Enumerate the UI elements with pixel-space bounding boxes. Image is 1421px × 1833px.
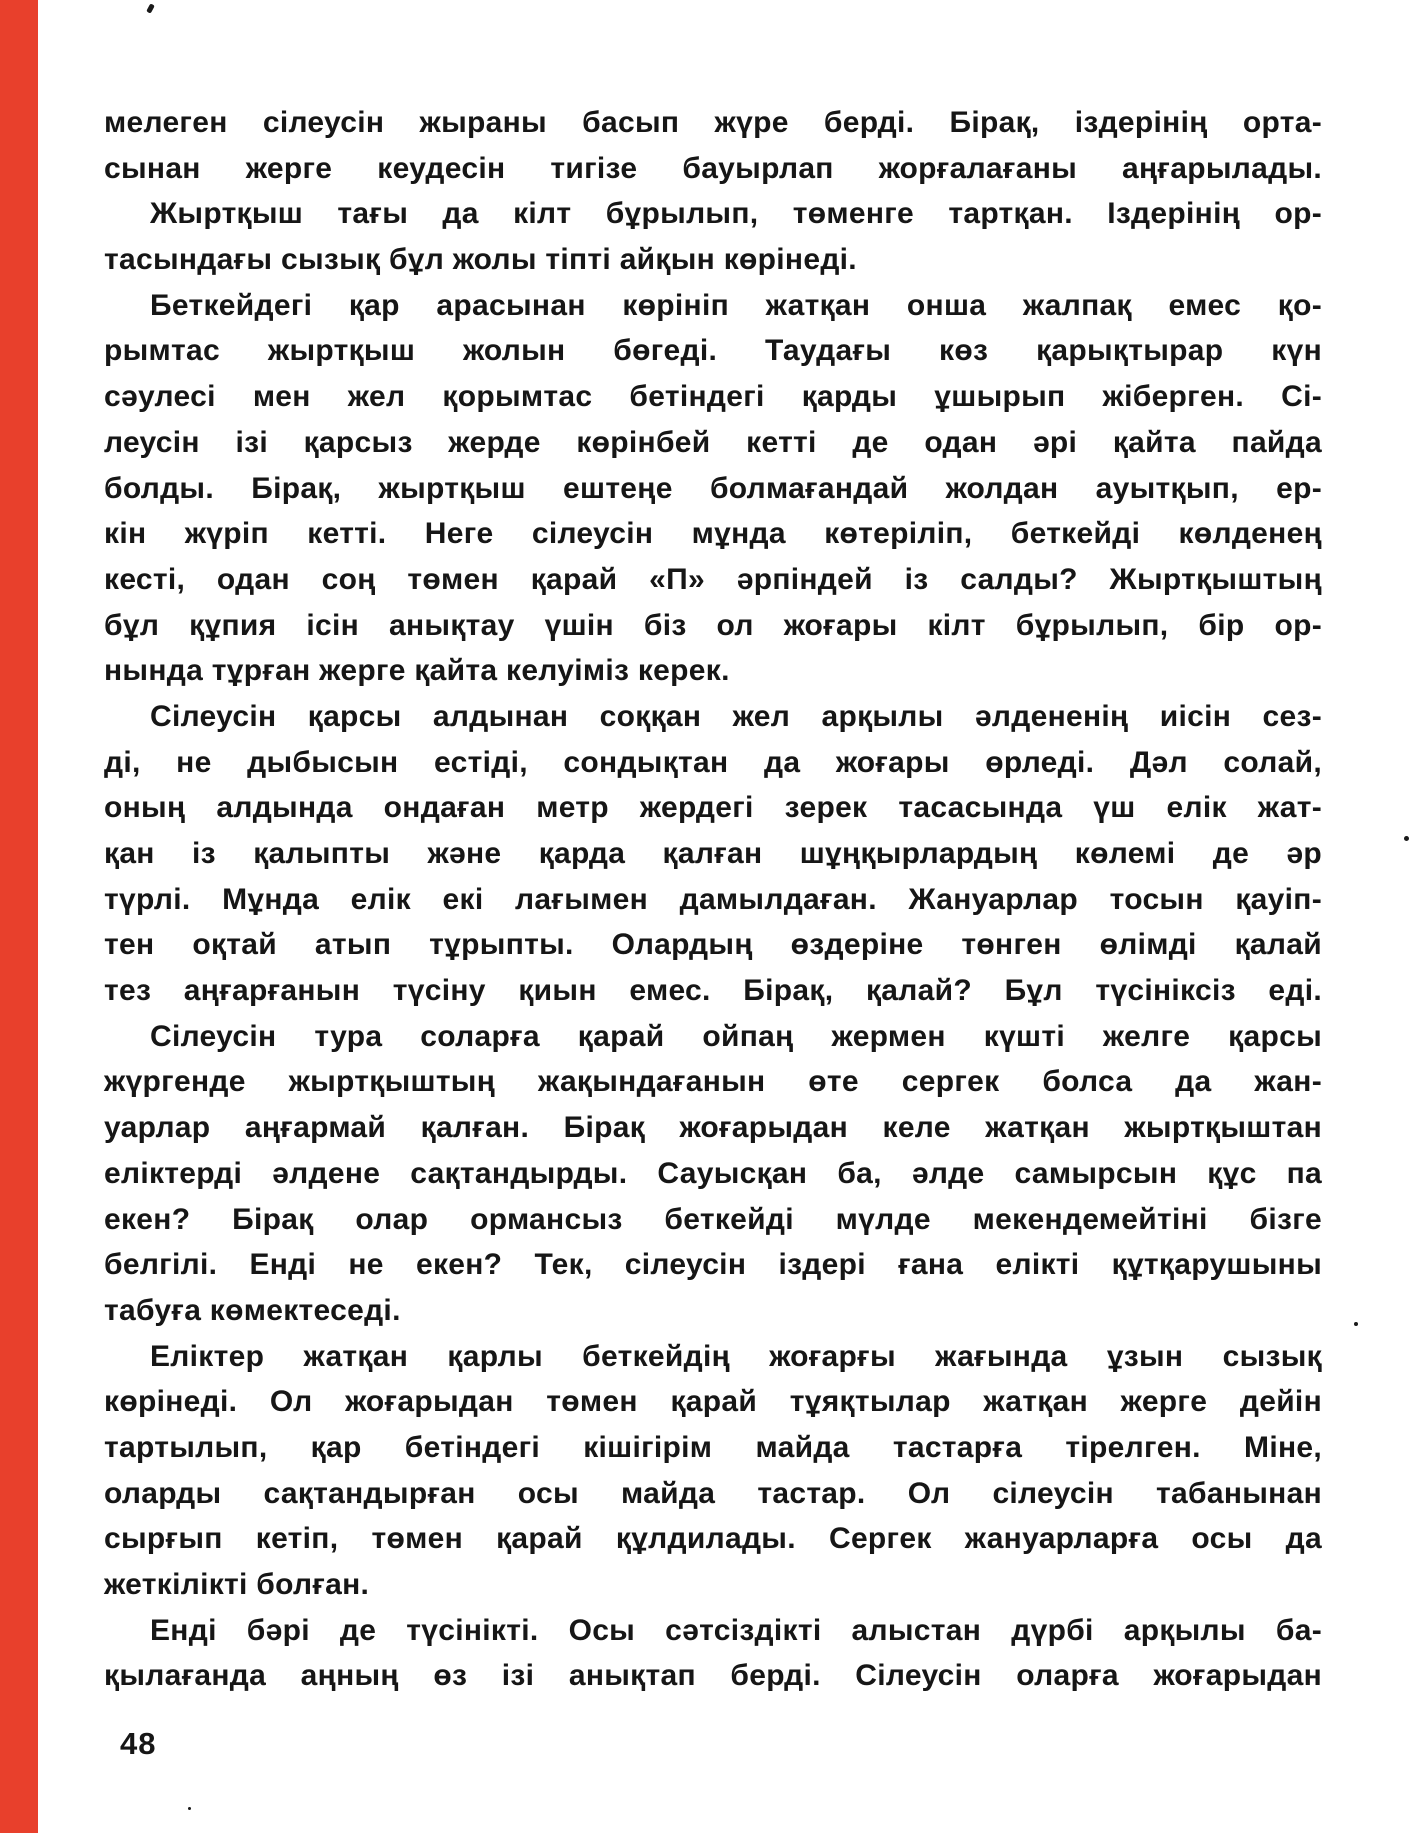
text-line: жеткілікті болған.	[104, 1568, 370, 1601]
text-line: Сілеусін қарсы алдынан соққан жел арқылы әлдененің иісін сез-	[150, 699, 1322, 733]
body-text	[104, 100, 1322, 1699]
text-line: тез аңғарғанын түсіну қиын емес. Бірақ, қалай? Бұл түсініксіз еді.	[104, 974, 1322, 1008]
scan-speck	[1404, 836, 1409, 841]
text-line: оның алдында ондаған метр жердегі зерек тасасында үш елік жат-	[104, 791, 1322, 825]
text-line: тасындағы сызық бұл жолы тіпті айқын көрінеді.	[104, 243, 857, 277]
text-line: рымтас жыртқыш жолын бөгеді. Таудағы көз қарықтырар күн	[104, 334, 1322, 368]
scan-speck	[1354, 1322, 1358, 1326]
text-line: сынан жерге кеудесін тигізе бауырлап жорғалағаны аңғарылады.	[104, 151, 1322, 185]
text-line: сырғып кетіп, төмен қарай құлдилады. Сергек жануарларға осы да	[104, 1522, 1322, 1556]
text-line: Беткейдегі қар арасынан көрініп жатқан онша жалпақ емес қо-	[150, 288, 1322, 322]
text-line: Енді бәрі де түсінікті. Осы сәтсіздікті алыстан дүрбі арқылы ба-	[150, 1613, 1322, 1647]
text-line: жүргенде жыртқыштың жақындағанын өте сергек болса да жан-	[104, 1065, 1322, 1099]
binding-edge-strip	[0, 0, 38, 1833]
text-line: мелеген сілеусін жыраны басып жүре берді. Бірақ, іздерінің орта-	[104, 106, 1322, 139]
text-line: тартылып, қар бетіндегі кішігірім майда тастарға тірелген. Міне,	[104, 1430, 1322, 1464]
text-line: бұл құпия ісін анықтау үшін біз ол жоғары кілт бұрылып, бір ор-	[104, 608, 1322, 642]
text-line: тен оқтай атып тұрыпты. Олардың өздеріне төнген өлімді қалай	[104, 928, 1322, 962]
text-line: қылағанда аңның өз ізі анықтап берді. Сілеусін оларға жоғарыдан	[104, 1659, 1322, 1693]
scan-speck	[188, 1807, 191, 1810]
text-line: ді, не дыбысын естіді, сондықтан да жоғары өрледі. Дәл солай,	[104, 745, 1322, 779]
scan-speck	[146, 3, 155, 13]
text-line: уарлар аңғармай қалған. Бірақ жоғарыдан келе жатқан жыртқыштан	[104, 1111, 1322, 1145]
text-line: нында тұрған жерге қайта келуіміз керек.	[104, 654, 730, 688]
text-line: Жыртқыш тағы да кілт бұрылып, төменге тартқан. Іздерінің ор-	[150, 197, 1322, 231]
text-line: оларды сақтандырған осы майда тастар. Ол сілеусін табанынан	[104, 1476, 1322, 1510]
text-line: леусін ізі қарсыз жерде көрінбей кетті де одан әрі қайта пайда	[104, 425, 1322, 459]
text-line: Еліктер жатқан қарлы беткейдің жоғарғы жағында ұзын сызық	[150, 1339, 1322, 1373]
page-number: 48	[120, 1726, 157, 1761]
text-line: кесті, одан соң төмен қарай «П» әрпіндей із салды? Жыртқыштың	[104, 562, 1322, 596]
text-line: көрінеді. Ол жоғарыдан төмен қарай тұяқтылар жатқан жерге дейін	[104, 1385, 1322, 1419]
text-line: түрлі. Мұнда елік екі лағымен дамылдаған. Жануарлар тосын қауіп-	[104, 882, 1322, 916]
text-line: белгілі. Енді не екен? Тек, сілеусін іздері ғана елікті құтқарушыны	[104, 1248, 1322, 1282]
text-line: қан із қалыпты және қарда қалған шұңқырлардың көлемі де әр	[104, 837, 1322, 870]
text-line: екен? Бірақ олар ормансыз беткейді мүлде мекендемейтіні бізге	[104, 1202, 1322, 1236]
text-line: еліктерді әлдене сақтандырды. Сауысқан ба, әлде самырсын құс па	[104, 1156, 1322, 1190]
text-line: сәулесі мен жел қорымтас бетіндегі қарды ұшырып жіберген. Сі-	[104, 380, 1322, 414]
text-line: Сілеусін тура соларға қарай ойпаң жермен күшті желге қарсы	[150, 1019, 1322, 1053]
text-line: табуға көмектеседі.	[104, 1293, 401, 1327]
text-line: болды. Бірақ, жыртқыш ештеңе болмағандай жолдан ауытқып, ер-	[104, 471, 1322, 505]
text-line: кін жүріп кетті. Неге сілеусін мұнда көтеріліп, беткейді көлденең	[104, 517, 1322, 551]
